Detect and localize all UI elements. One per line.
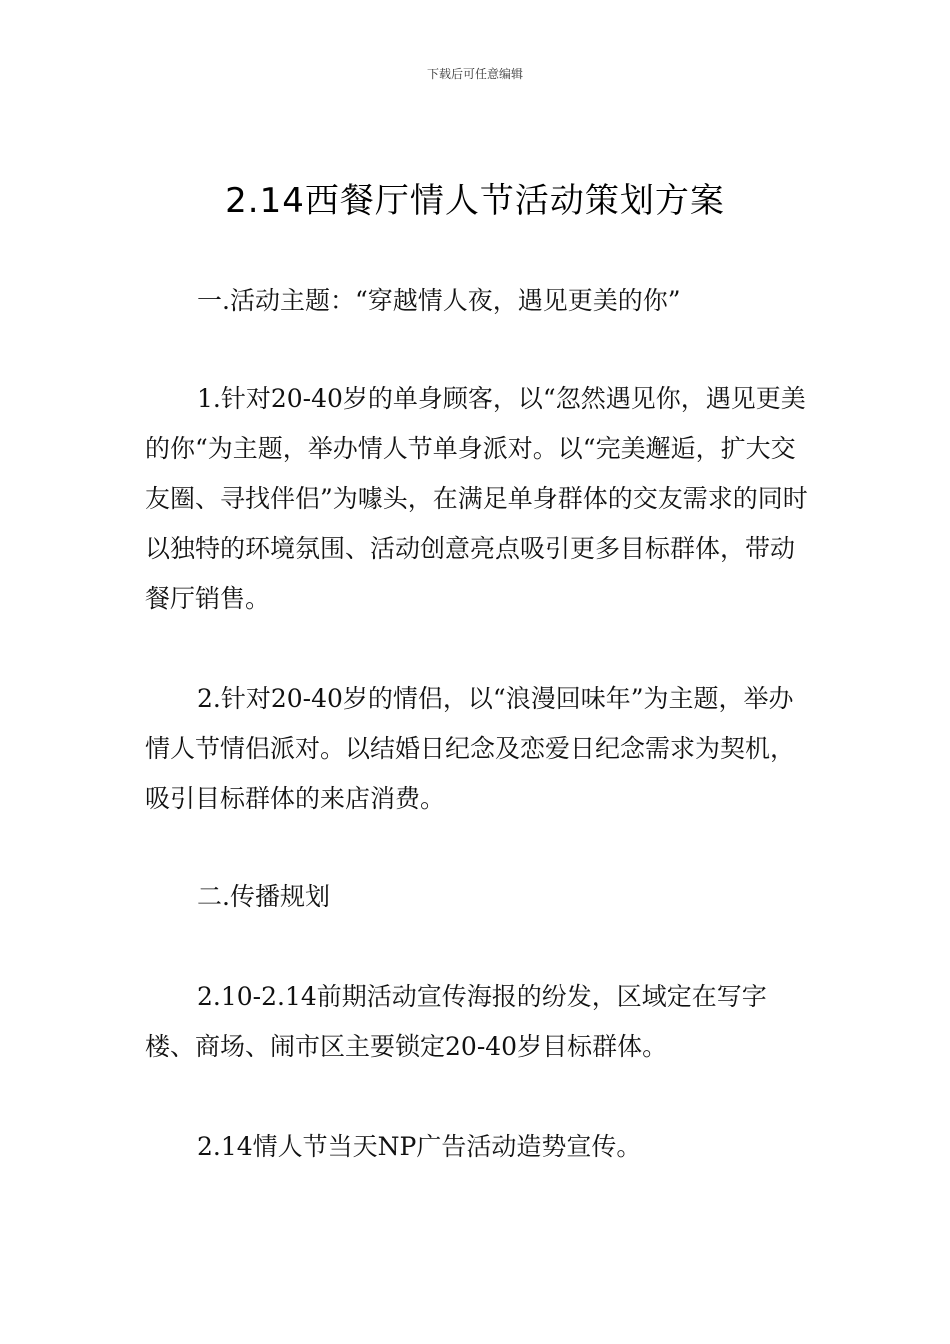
section-heading-promotion: 二.传播规划 <box>197 882 330 911</box>
paragraph-couples-party: 2.针对20-40岁的情侣，以“浪漫回味年”为主题，举办情人节情侣派对。以结婚日纪念及恋爱日纪念需求为契机，吸引目标群体的来店消费。 <box>145 684 796 813</box>
paragraph-poster-distribution: 2.10-2.14前期活动宣传海报的纷发，区域定在写字楼、商场、闹市区主要锁定20-40岁目标群体。 <box>145 982 767 1061</box>
paragraph-np-advertising: 2.14情人节当天NP广告活动造势宣传。 <box>197 1132 642 1161</box>
header-note: 下载后可任意编辑 <box>426 67 523 81</box>
document-title: 2.14西餐厅情人节活动策划方案 <box>225 181 725 221</box>
section-heading-theme: 一.活动主题：“穿越情人夜，遇见更美的你” <box>197 286 681 315</box>
paragraph-singles-party: 1.针对20-40岁的单身顾客，以“忽然遇见你，遇见更美的你“为主题，举办情人节单身派对。以“完美邂逅，扩大交友圈、寻找伴侣”为噱头，在满足单身群体的交友需求的同时以独特的环境氛围、活动创意亮点吸引更多目标群体，带动餐厅销售。 <box>145 384 808 613</box>
